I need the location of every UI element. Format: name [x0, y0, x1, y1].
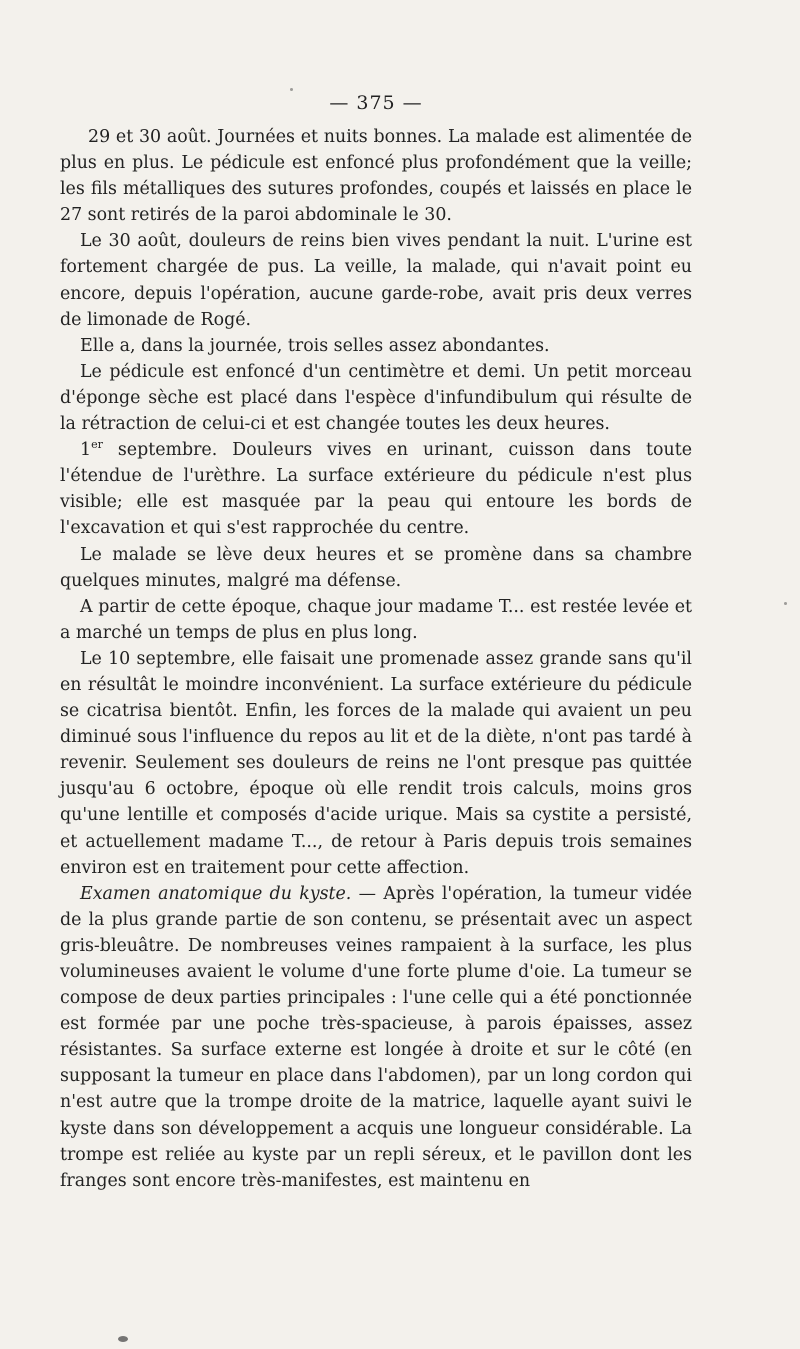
paragraph-29-30-aout	[60, 124, 692, 228]
paragraph-30-aout	[60, 228, 692, 332]
paragraph-examen-anatomique	[60, 881, 692, 1194]
paragraph-text: — Après l'opération, la tumeur vidée de la plus grande partie de son contenu, se présentait avec un aspect gris-bleuâtre. De nombreuses veines rampaient à la surface, les plus volumineuses avaient le volume d'une forte plume d'oie. La tumeur se compose de deux parties principales : l'une celle qui a été ponctionnée est formée par une poche très-spacieuse, à parois épaisses, assez résistantes. Sa surface externe est longée à droite et sur le côté (en supposant la tumeur en place dans l'abdomen), par un long cordon qui n'est autre que la trompe droite de la matrice, laquelle ayant suivi le kyste dans son développement a acquis une longueur considérable. La trompe est reliée au kyste par un repli séreux, et le pavillon dont les franges sont encore très-manifestes, est maintenu en	[60, 883, 693, 1191]
paragraph-10-septembre	[60, 646, 692, 881]
date-prefix-superscript: er	[91, 438, 103, 452]
paragraph-selles	[60, 333, 692, 359]
paragraph-text: 29 et 30 août. Journées et nuits bonnes. La malade est alimentée de plus en plus. Le pédicule est enfoncé plus profondément que la veille; les fils métalliques des sutures profondes, coupés et laissés en place le 27 sont retirés de la paroi abdominale le 30.	[60, 127, 692, 226]
paragraph-a-partir	[60, 594, 692, 646]
paragraph-text: Le 30 août, douleurs de reins bien vives pendant la nuit. L'urine est fortement chargée de pus. La veille, la malade, qui n'avait point eu encore, depuis l'opération, aucune garde-robe, avait pris deux verres de limonade de Rogé.	[60, 231, 692, 330]
page-number: — 375 —	[329, 92, 423, 114]
paragraph-text: Elle a, dans la journée, trois selles assez abondantes.	[80, 335, 550, 356]
paragraph-text: Le 10 septembre, elle faisait une promenade assez grande sans qu'il en résultât le moindre inconvénient. La surface extérieure du pédicule se cicatrisa bientôt. Enfin, les forces de la malade qui avaient un peu diminué sous l'influence du repos au lit et de la diète, n'ont pas tardé à revenir. Seulement ses douleurs de reins ne l'ont presque pas quittée jusqu'au 6 octobre, époque où elle rendit trois calculs, moins gros qu'une lentille et composés d'acide urique. Mais sa cystite a persisté, et actuellement madame T..., de retour à Paris depuis trois semaines environ est en traitement pour cette affection.	[60, 648, 692, 878]
date-prefix: 1	[80, 440, 92, 461]
paragraph-1er-septembre	[60, 437, 692, 541]
paragraph-text: septembre. Douleurs vives en urinant, cuisson dans toute l'étendue de l'urèthre. La surface extérieure du pédicule n'est plus visible; elle est masquée par la peau qui entoure les bords de l'excavation et qui s'est rapprochée du centre.	[60, 440, 692, 539]
paragraph-text: Le pédicule est enfoncé d'un centimètre et demi. Un petit morceau d'éponge sèche est placé dans l'espèce d'infundibulum qui résulte de la rétraction de celui-ci et est changée toutes les deux heures.	[60, 361, 692, 435]
section-heading-italic: Examen anatomique du kyste.	[80, 883, 352, 904]
paragraph-text: A partir de cette époque, chaque jour madame T... est restée levée et a marché un temps de plus en plus long.	[60, 596, 692, 643]
paper-speck	[784, 602, 787, 605]
paper-speck	[118, 1336, 128, 1342]
paragraph-malade-se-leve	[60, 542, 692, 594]
paper-speck	[290, 88, 293, 91]
paragraph-pedicule	[60, 359, 692, 437]
paragraph-text: Le malade se lève deux heures et se promène dans sa chambre quelques minutes, malgré ma défense.	[60, 544, 692, 591]
